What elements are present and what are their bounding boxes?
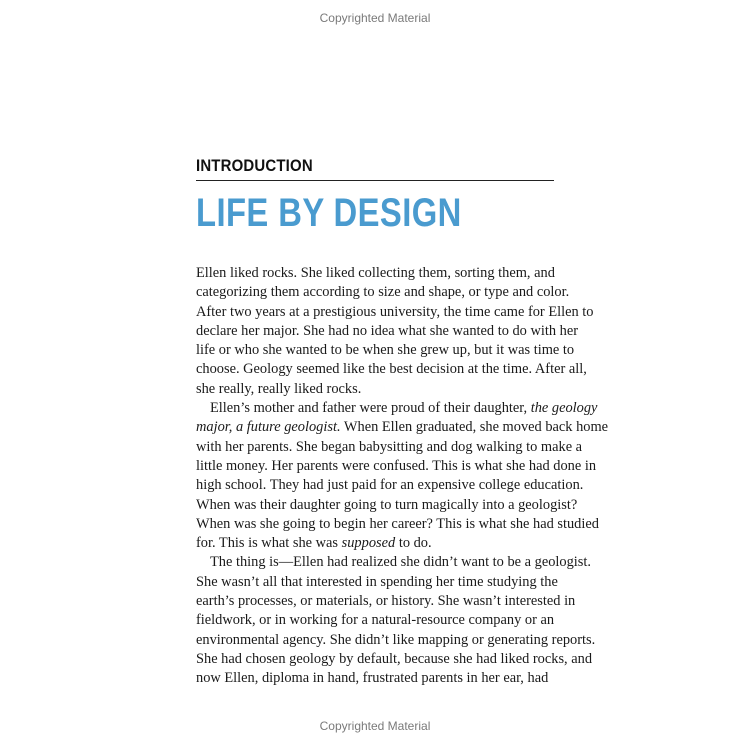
copyright-watermark-top: Copyrighted Material (319, 11, 431, 25)
text-line: When was their daughter going to turn magically into a geologist? (196, 496, 578, 513)
body-text (196, 264, 609, 689)
text-run: When Ellen graduated, she moved back home (340, 419, 609, 436)
text-line: high school. They had just paid for an expensive college education. (196, 477, 584, 494)
text-run-italic: the geology (530, 400, 598, 417)
text-line: environmental agency. She didn’t like mapping or generating reports. (196, 631, 596, 648)
text-line: The thing is—Ellen had realized she didn’t want to be a geologist. (210, 554, 591, 571)
text-line: declare her major. She had no idea what she wanted to do with her (196, 322, 579, 339)
text-line: earth’s processes, or materials, or history. She wasn’t interested in (196, 593, 576, 610)
copyright-watermark-bottom: Copyrighted Material (319, 719, 431, 733)
chapter-title: LIFE BY DESIGN (196, 191, 462, 235)
text-run: Ellen’s mother and father were proud of their daughter, (210, 400, 531, 417)
header-rule (196, 180, 554, 181)
text-line: life or who she wanted to be when she grew up, but it was time to (196, 342, 575, 359)
text-line: with her parents. She began babysitting and dog walking to make a (196, 438, 583, 455)
text-line: She had chosen geology by default, because she had liked rocks, and (196, 650, 593, 667)
text-line: now Ellen, diploma in hand, frustrated parents in her ear, had (196, 670, 549, 687)
text-line: Ellen liked rocks. She liked collecting them, sorting them, and (196, 265, 555, 281)
text-run: to do. (395, 535, 432, 552)
text-line: fieldwork, or in working for a natural-resource company or an (196, 612, 555, 629)
text-run-italic: supposed (341, 535, 396, 552)
text-run-italic: major, a future geologist. (196, 419, 341, 436)
text-line: When was she going to begin her career? This is what she had studied (196, 515, 599, 532)
text-line: choose. Geology seemed like the best decision at the time. After all, (196, 361, 587, 378)
text-line (196, 534, 556, 553)
text-line: categorizing them according to size and shape, or type and color. (196, 284, 570, 301)
text-line (196, 418, 609, 437)
text-run: for. This is what she was (196, 535, 342, 552)
chapter-header (196, 150, 554, 237)
text-line: After two years at a prestigious university, the time came for Ellen to (196, 303, 594, 320)
text-line (196, 399, 598, 418)
chapter-label: INTRODUCTION (196, 156, 313, 175)
text-line: she really, really liked rocks. (196, 380, 362, 397)
text-line: She wasn’t all that interested in spending her time studying the (196, 573, 558, 590)
text-line: little money. Her parents were confused. This is what she had done in (196, 457, 597, 474)
